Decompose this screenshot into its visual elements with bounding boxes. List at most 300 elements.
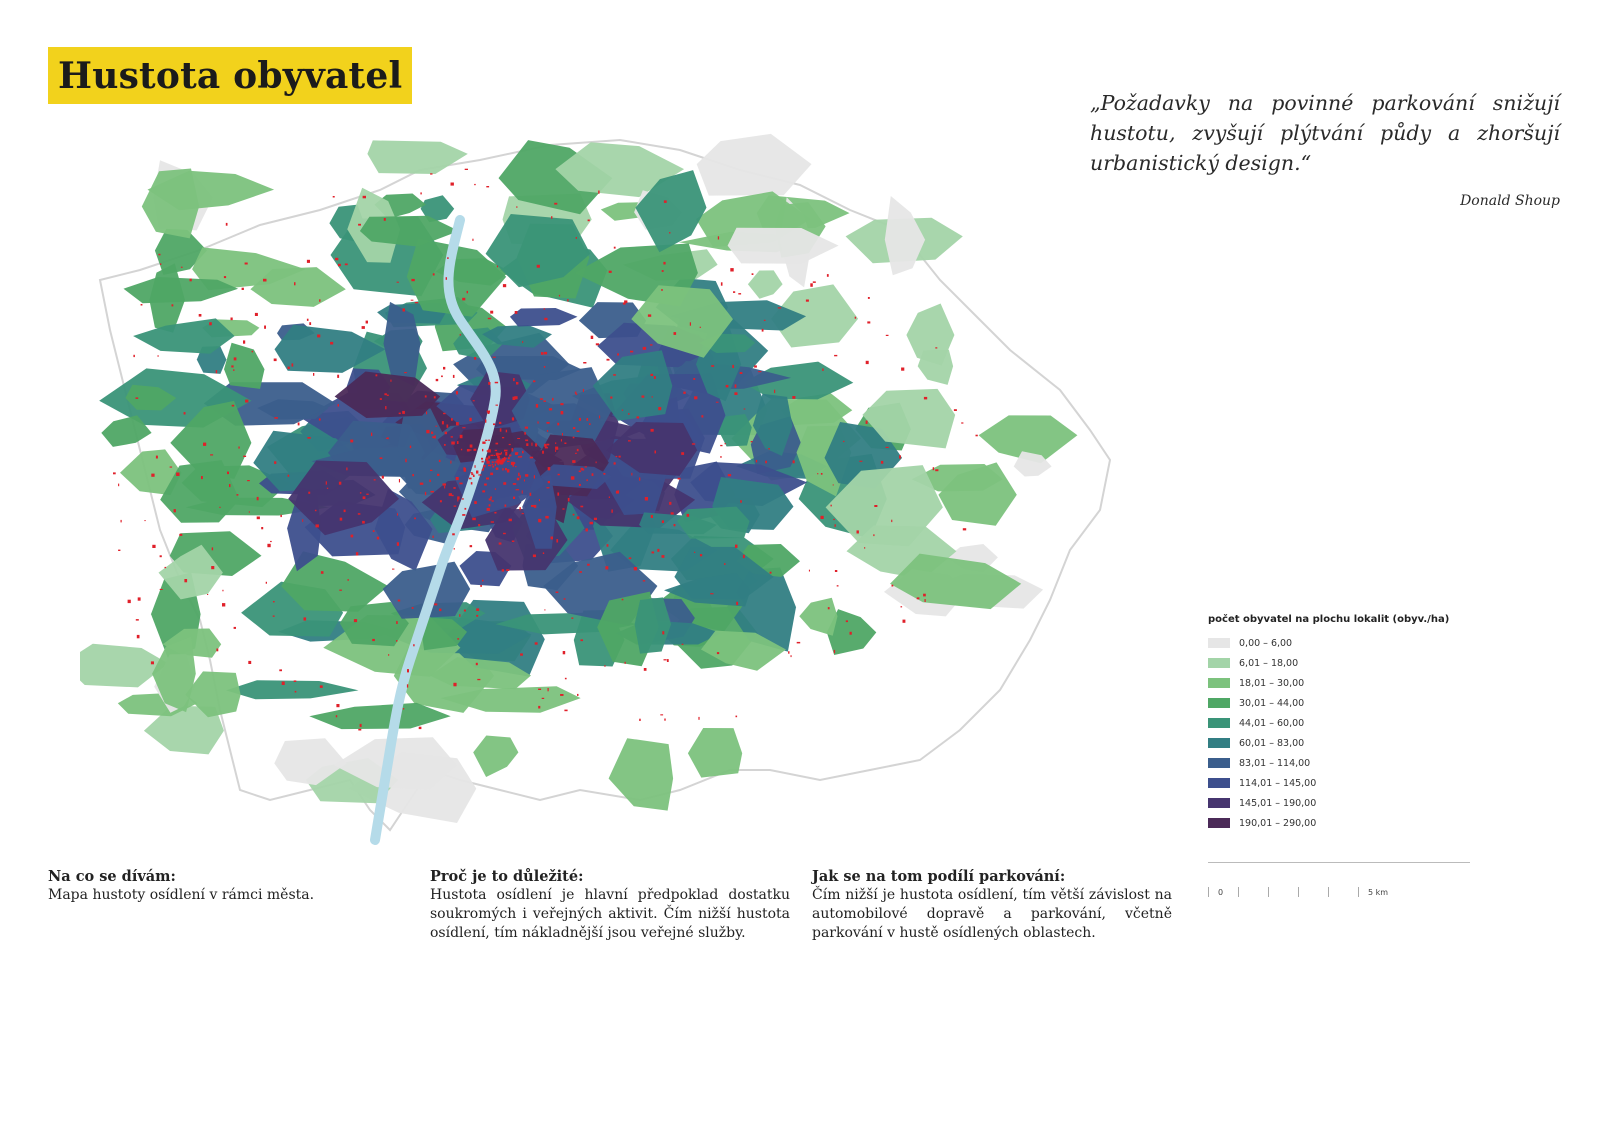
building-mark (294, 680, 297, 682)
building-mark (465, 169, 468, 170)
building-mark (548, 467, 551, 470)
building-mark (431, 491, 435, 493)
building-mark (453, 683, 456, 687)
building-mark (509, 455, 511, 457)
building-mark (425, 492, 426, 495)
building-mark (219, 507, 220, 508)
building-mark (165, 567, 167, 568)
building-mark (694, 552, 695, 553)
building-mark (864, 547, 865, 548)
building-mark (634, 567, 637, 570)
building-mark (551, 216, 552, 219)
building-mark (579, 484, 581, 486)
building-mark (316, 524, 319, 527)
building-mark (151, 661, 154, 664)
building-mark (382, 476, 384, 479)
building-mark (462, 427, 465, 428)
building-mark (793, 460, 795, 463)
building-mark (859, 461, 862, 462)
building-mark (671, 512, 674, 514)
building-mark (664, 200, 667, 203)
building-mark (520, 475, 521, 478)
building-mark (351, 535, 354, 538)
building-mark (232, 405, 235, 407)
building-mark (788, 651, 789, 654)
building-mark (607, 359, 610, 361)
building-mark (374, 479, 376, 480)
legend-item (1208, 813, 1478, 833)
building-mark (850, 632, 852, 635)
building-mark (515, 466, 516, 467)
scale-tick (1358, 887, 1359, 897)
building-mark (488, 382, 490, 385)
building-mark (156, 456, 158, 459)
building-mark (662, 270, 664, 272)
building-mark (662, 520, 664, 523)
building-mark (614, 462, 616, 464)
building-mark (446, 277, 447, 280)
density-zone (677, 507, 750, 539)
building-mark (482, 449, 483, 451)
building-mark (485, 440, 487, 441)
building-mark (493, 357, 496, 358)
building-mark (118, 484, 119, 487)
building-mark (577, 431, 580, 432)
building-mark (439, 460, 441, 462)
building-mark (309, 322, 311, 325)
legend-item (1208, 633, 1478, 653)
building-mark (295, 691, 297, 693)
building-mark (504, 450, 508, 452)
building-mark (572, 460, 575, 463)
building-mark (536, 404, 538, 408)
building-mark (372, 639, 375, 641)
building-mark (386, 438, 389, 439)
legend-item (1208, 773, 1478, 793)
building-mark (451, 436, 453, 437)
building-mark (954, 409, 957, 411)
building-mark (465, 508, 467, 510)
building-mark (471, 472, 473, 473)
building-mark (444, 444, 446, 446)
building-mark (648, 314, 651, 316)
building-mark (410, 446, 411, 449)
info-column-parking (812, 867, 1172, 943)
building-mark (506, 430, 507, 433)
legend-swatch (1208, 798, 1230, 808)
building-mark (399, 479, 400, 482)
building-mark (243, 340, 245, 343)
building-mark (533, 380, 535, 382)
building-mark (700, 554, 702, 556)
building-mark (513, 397, 516, 400)
building-mark (477, 679, 480, 680)
building-mark (344, 510, 346, 512)
legend-label: 60,01 – 83,00 (1239, 737, 1305, 749)
building-mark (157, 355, 158, 356)
building-mark (248, 661, 251, 664)
building-mark (791, 655, 792, 657)
building-mark (733, 291, 735, 293)
building-mark (160, 589, 163, 590)
building-mark (538, 421, 539, 423)
building-mark (607, 544, 609, 547)
building-mark (583, 389, 584, 392)
building-mark (454, 506, 457, 507)
info-column-why (430, 867, 790, 943)
building-mark (249, 511, 250, 512)
building-mark (426, 430, 429, 433)
legend-swatch (1208, 778, 1230, 788)
building-mark (442, 421, 444, 424)
building-mark (144, 520, 145, 521)
building-mark (548, 688, 549, 691)
building-mark (294, 282, 296, 285)
building-mark (587, 418, 589, 421)
building-mark (681, 452, 684, 455)
building-mark (698, 717, 699, 720)
building-mark (551, 537, 554, 540)
building-mark (453, 375, 455, 378)
building-mark (152, 545, 155, 548)
info-column-what (48, 867, 408, 905)
building-mark (500, 428, 502, 431)
building-mark (556, 592, 559, 594)
building-mark (833, 519, 835, 520)
building-mark (274, 417, 278, 419)
building-mark (598, 191, 599, 194)
building-mark (136, 397, 139, 399)
building-mark (227, 472, 229, 475)
building-mark (430, 173, 432, 174)
building-mark (490, 311, 493, 314)
building-mark (473, 475, 475, 477)
building-mark (481, 458, 483, 460)
building-mark (501, 459, 504, 462)
building-mark (476, 615, 478, 617)
building-mark (651, 374, 654, 376)
building-mark (121, 520, 122, 523)
building-mark (469, 418, 471, 421)
legend-label: 145,01 – 190,00 (1239, 797, 1317, 809)
building-mark (487, 508, 490, 511)
building-mark (544, 609, 545, 610)
building-mark (454, 548, 455, 549)
building-mark (587, 564, 590, 566)
building-mark (961, 422, 963, 423)
building-mark (288, 475, 290, 477)
building-mark (806, 300, 809, 302)
building-mark (490, 473, 493, 476)
building-mark (151, 474, 154, 477)
building-mark (487, 461, 490, 464)
building-mark (520, 653, 523, 655)
building-mark (257, 517, 260, 520)
building-mark (505, 468, 507, 470)
building-mark (443, 367, 445, 370)
building-mark (392, 569, 394, 570)
building-mark (441, 376, 443, 378)
building-mark (557, 493, 559, 496)
building-mark (976, 435, 978, 437)
building-mark (356, 552, 358, 555)
building-mark (362, 521, 365, 524)
building-mark (467, 449, 470, 452)
column-body: Hustota osídlení je hlavní předpoklad dostatku soukromých i veřejných aktivit. Čím nižší hustota osídlení, tím nákladnější jsou veřejné služby. (430, 887, 790, 941)
building-mark (687, 514, 690, 517)
building-mark (457, 496, 459, 499)
building-mark (575, 392, 577, 394)
building-mark (209, 322, 212, 325)
building-mark (682, 644, 684, 645)
building-mark (456, 422, 459, 425)
building-mark (340, 518, 343, 521)
building-mark (451, 183, 454, 186)
building-mark (373, 530, 375, 532)
building-mark (575, 453, 577, 454)
building-mark (564, 443, 566, 445)
building-mark (242, 288, 244, 290)
column-heading: Na co se dívám: (48, 868, 176, 885)
building-mark (338, 404, 340, 406)
building-mark (420, 192, 421, 194)
building-mark (835, 524, 836, 527)
building-mark (778, 307, 781, 308)
building-mark (321, 571, 324, 574)
building-mark (736, 716, 738, 718)
building-mark (459, 483, 462, 485)
building-mark (658, 407, 661, 410)
building-mark (534, 475, 535, 478)
building-mark (655, 451, 657, 454)
building-mark (754, 365, 757, 367)
building-mark (482, 442, 485, 444)
building-mark (449, 493, 452, 496)
building-mark (431, 432, 433, 434)
building-mark (762, 329, 764, 332)
building-mark (743, 555, 745, 558)
building-mark (711, 365, 714, 367)
building-mark (489, 504, 491, 506)
building-mark (470, 445, 473, 448)
building-mark (619, 456, 621, 458)
building-mark (580, 506, 583, 508)
building-mark (565, 678, 567, 680)
density-map (80, 130, 1130, 850)
building-mark (411, 300, 414, 301)
building-mark (503, 482, 506, 485)
building-mark (495, 382, 498, 384)
building-mark (518, 456, 521, 457)
building-mark (855, 317, 856, 319)
legend-swatch (1208, 758, 1230, 768)
building-mark (560, 403, 563, 405)
building-mark (333, 196, 335, 198)
building-mark (475, 465, 476, 468)
building-mark (326, 481, 327, 484)
building-mark (483, 468, 484, 471)
building-mark (462, 514, 465, 516)
building-mark (216, 370, 218, 373)
building-mark (924, 397, 927, 400)
building-mark (363, 196, 366, 199)
building-mark (740, 372, 743, 374)
building-mark (497, 266, 498, 268)
building-mark (495, 464, 496, 466)
building-mark (827, 274, 829, 277)
building-mark (564, 710, 567, 712)
building-mark (901, 368, 904, 371)
building-mark (229, 484, 231, 487)
building-mark (545, 516, 548, 519)
building-mark (628, 413, 630, 414)
density-zone (80, 644, 168, 688)
building-mark (594, 518, 597, 520)
building-mark (866, 361, 869, 364)
building-mark (451, 418, 453, 421)
building-mark (474, 357, 476, 360)
building-mark (348, 579, 349, 581)
building-mark (525, 427, 528, 429)
building-mark (579, 418, 581, 421)
building-mark (298, 423, 300, 426)
building-mark (443, 413, 446, 414)
building-mark (313, 373, 314, 376)
building-mark (136, 619, 139, 621)
building-mark (552, 398, 553, 401)
building-mark (639, 719, 641, 721)
building-mark (611, 510, 612, 513)
building-mark (432, 436, 435, 438)
building-mark (513, 465, 515, 467)
legend-swatch (1208, 658, 1230, 668)
legend-item (1208, 673, 1478, 693)
building-mark (261, 527, 263, 529)
building-mark (797, 642, 801, 644)
building-mark (644, 668, 647, 671)
building-mark (559, 295, 560, 297)
building-mark (350, 440, 353, 443)
scale-top-line (1208, 862, 1470, 863)
building-mark (266, 582, 267, 584)
building-mark (317, 335, 320, 338)
building-mark (661, 289, 662, 291)
building-mark (512, 417, 514, 420)
building-mark (470, 545, 473, 547)
scale-start-label: 0 (1218, 888, 1224, 897)
building-mark (509, 444, 511, 445)
legend-item (1208, 753, 1478, 773)
building-mark (292, 363, 294, 366)
building-mark (461, 449, 462, 451)
building-mark (604, 665, 605, 667)
building-mark (720, 456, 722, 458)
building-mark (663, 262, 665, 265)
building-mark (730, 268, 733, 271)
building-mark (874, 505, 877, 507)
building-mark (226, 223, 228, 226)
building-mark (736, 602, 738, 605)
building-mark (307, 260, 310, 263)
building-mark (846, 620, 848, 622)
building-mark (516, 452, 518, 453)
building-mark (881, 461, 883, 464)
building-mark (834, 650, 835, 653)
legend-item (1208, 653, 1478, 673)
scale-end-label: 5 km (1368, 888, 1389, 897)
building-mark (535, 443, 537, 446)
building-mark (537, 265, 540, 268)
building-mark (651, 429, 654, 432)
building-mark (345, 264, 348, 266)
building-mark (385, 406, 386, 409)
building-mark (524, 480, 525, 482)
building-mark (657, 549, 659, 552)
column-body: Mapa hustoty osídlení v rámci města. (48, 887, 315, 903)
building-mark (412, 474, 414, 476)
building-mark (613, 374, 616, 376)
building-mark (533, 555, 536, 558)
building-mark (891, 520, 892, 522)
building-mark (403, 308, 406, 311)
building-mark (444, 486, 445, 489)
building-mark (499, 422, 501, 424)
building-mark (664, 659, 667, 660)
building-mark (216, 649, 218, 652)
building-mark (579, 471, 581, 473)
building-mark (516, 489, 520, 490)
building-mark (531, 443, 532, 446)
building-mark (190, 279, 192, 282)
building-mark (555, 447, 558, 450)
building-mark (483, 465, 485, 467)
building-mark (476, 663, 478, 665)
building-mark (545, 447, 548, 449)
building-mark (539, 499, 540, 501)
building-mark (485, 419, 486, 422)
building-mark (366, 321, 368, 324)
building-mark (397, 513, 398, 515)
building-mark (212, 547, 213, 550)
building-mark (643, 580, 645, 581)
legend-swatch (1208, 818, 1230, 828)
building-mark (243, 456, 246, 457)
building-mark (522, 451, 524, 454)
building-mark (315, 510, 317, 511)
building-mark (304, 617, 307, 620)
building-mark (457, 638, 459, 639)
building-mark (274, 461, 276, 464)
building-mark (538, 519, 541, 522)
building-mark (452, 533, 455, 535)
building-mark (495, 461, 498, 462)
building-mark (669, 502, 671, 505)
building-mark (502, 569, 504, 571)
building-mark (358, 224, 361, 226)
building-mark (330, 342, 333, 345)
building-mark (506, 569, 509, 571)
legend-label: 30,01 – 44,00 (1239, 697, 1305, 709)
building-mark (404, 372, 407, 373)
building-mark (336, 715, 337, 717)
building-mark (450, 461, 451, 464)
building-mark (371, 433, 372, 436)
building-mark (436, 379, 439, 381)
building-mark (403, 708, 404, 709)
building-mark (576, 237, 577, 239)
building-mark (472, 239, 473, 241)
building-mark (274, 359, 277, 362)
